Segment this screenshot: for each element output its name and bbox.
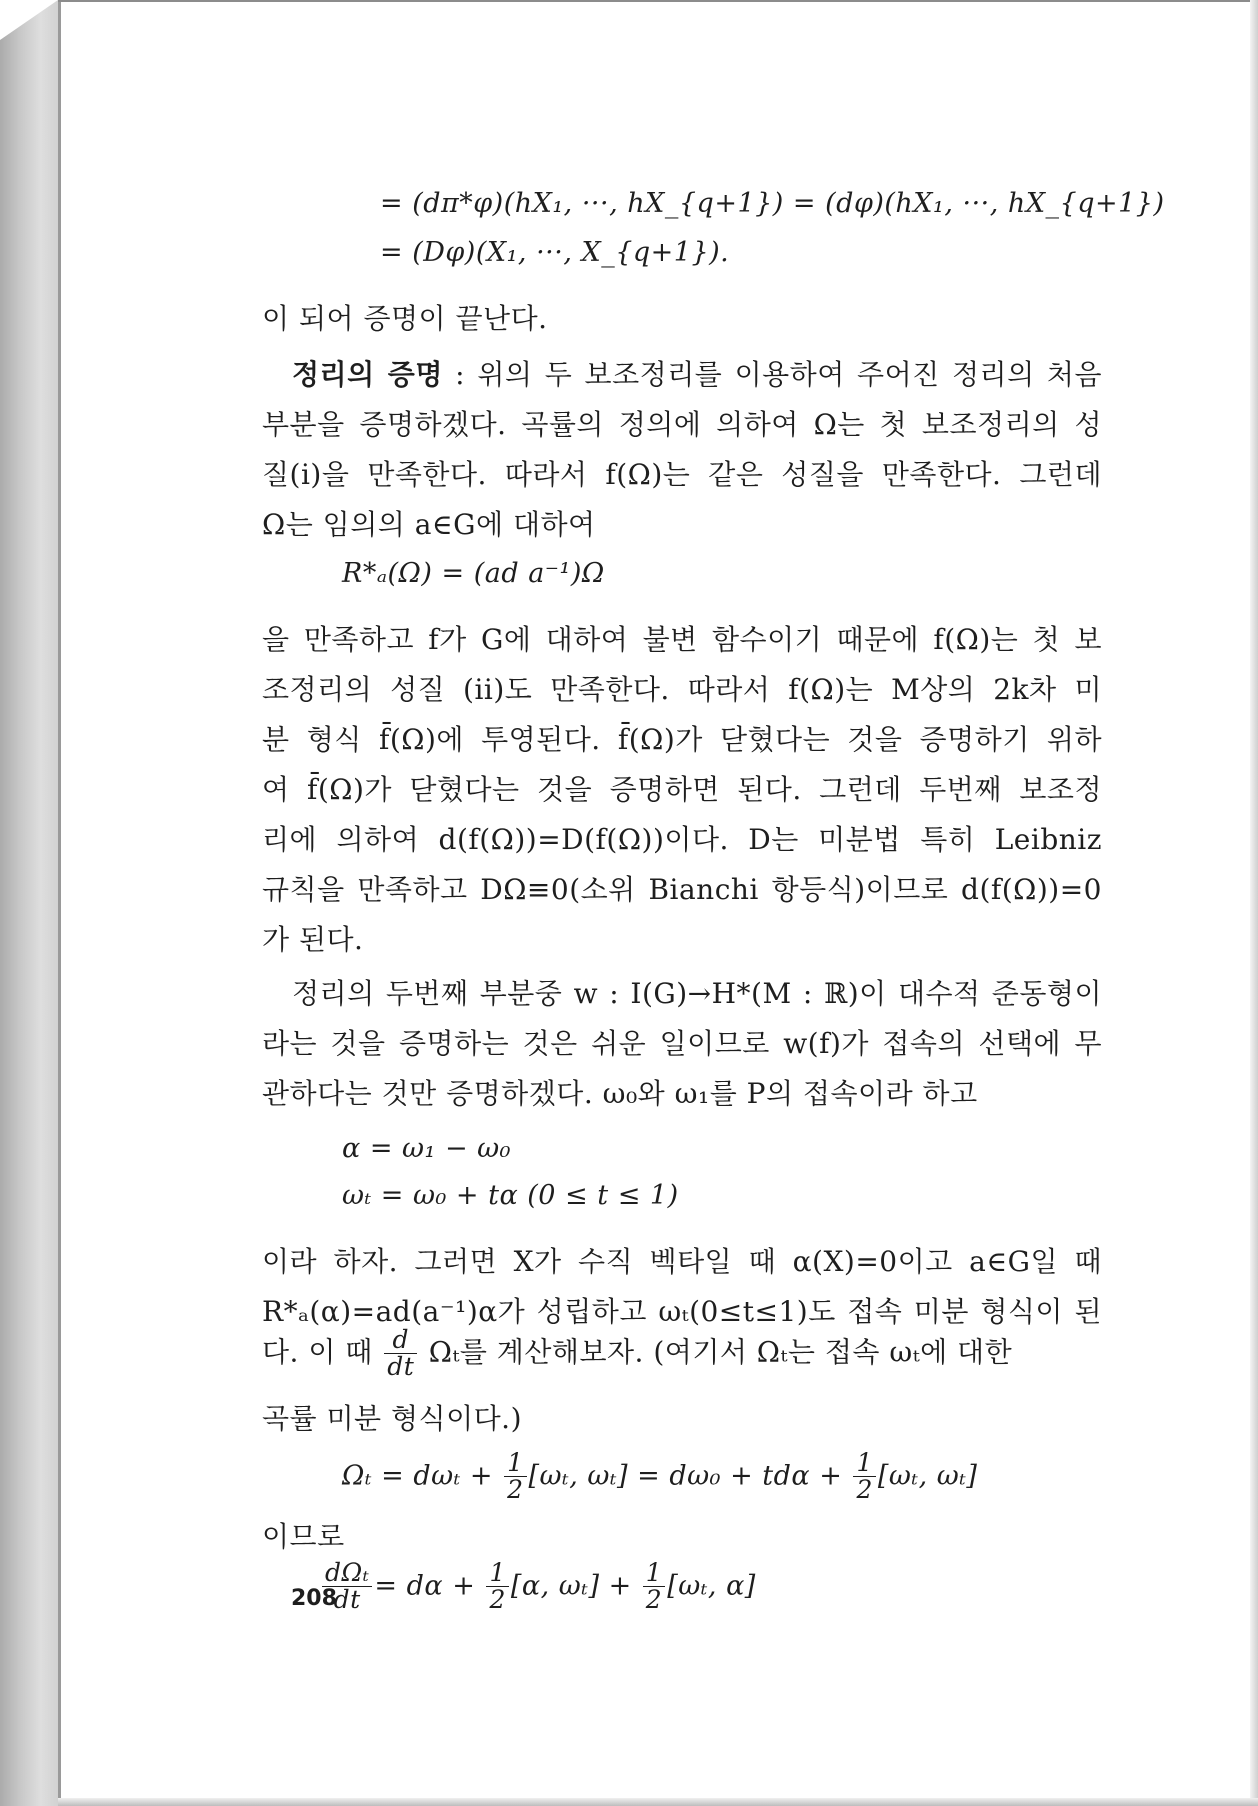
text-line-6: 을 만족하고 f가 G에 대하여 불변 함수이기 때문에 f(Ω)는 첫 보 — [262, 623, 1102, 656]
half-denominator: 2 — [856, 1475, 873, 1505]
text-line-18-pre: 다. 이 때 — [262, 1335, 373, 1369]
text-line-1: 이 되어 증명이 끝난다. — [262, 302, 548, 335]
fraction-dt-denominator: dt — [387, 1352, 415, 1382]
text-line-12: 가 된다. — [262, 923, 364, 956]
text-line-7: 조정리의 성질 (ii)도 만족한다. 따라서 f(Ω)는 M상의 2k차 미 — [262, 673, 1102, 706]
half-numerator: 1 — [643, 1560, 665, 1587]
fraction-half-1 — [504, 1450, 526, 1504]
page-right-edge — [1250, 0, 1258, 1806]
equation-alpha: α = ω₁ − ω₀ — [342, 1133, 511, 1164]
half-numerator: 1 — [853, 1450, 875, 1477]
text-line-3: 부분을 증명하겠다. 곡률의 정의에 의하여 Ω는 첫 보조정리의 성 — [262, 408, 1102, 441]
text-line-15: 관하다는 것만 증명하겠다. ω₀와 ω₁를 P의 접속이라 하고 — [262, 1077, 978, 1110]
equation-curvature — [342, 1450, 977, 1504]
equation-line-1: = (dπ*φ)(hX₁, ···, hX_{q+1}) = (dφ)(hX₁, ···, hX_{q+1}) — [380, 188, 1165, 219]
fraction-half-4 — [643, 1560, 665, 1614]
fraction-d-numerator: d — [384, 1327, 417, 1354]
curvature-mid: [ωₜ, ωₜ] = dω₀ + tdα + — [528, 1460, 843, 1492]
fraction-d-dt — [384, 1327, 417, 1381]
text-line-17: R*ₐ(α)=ad(a⁻¹)α가 성립하고 ωₜ(0≤t≤1)도 접속 미분 형식이 된 — [262, 1295, 1102, 1328]
text-line-4: 질(i)을 만족한다. 따라서 f(Ω)는 같은 성질을 만족한다. 그런데 — [262, 458, 1102, 491]
half-numerator: 1 — [486, 1560, 508, 1587]
equation-omega-t: ωₜ = ω₀ + tα (0 ≤ t ≤ 1) — [342, 1180, 679, 1211]
text-line-10: 리에 의하여 d(f(Ω))=D(f(Ω))이다. D는 미분법 특히 Leibniz — [262, 823, 1102, 856]
page-number: 208 — [291, 1586, 337, 1611]
dOmega-numerator: dΩₜ — [322, 1560, 372, 1587]
proof-heading: 정리의 증명 — [292, 358, 443, 391]
text-line-8: 분 형식 f̄(Ω)에 투영된다. f̄(Ω)가 닫혔다는 것을 증명하기 위하 — [262, 723, 1102, 756]
page-content — [262, 0, 1165, 1806]
curvature-end: [ωₜ, ωₜ] — [877, 1460, 978, 1492]
half-denominator: 2 — [507, 1475, 524, 1505]
text-line-19: 곡률 미분 형식이다.) — [262, 1402, 523, 1435]
text-line-11: 규칙을 만족하고 DΩ≡0(소위 Bianchi 항등식)이므로 d(f(Ω))=0 — [262, 873, 1102, 906]
text-line-18-post: Ωₜ를 계산해보자. (여기서 Ωₜ는 접속 ωₜ에 대한 — [428, 1335, 1013, 1369]
text-line-20: 이므로 — [262, 1520, 345, 1553]
book-spine — [0, 0, 58, 1806]
derivative-mid: [α, ωₜ] + — [510, 1570, 632, 1602]
curvature-lhs: Ωₜ = dωₜ + — [342, 1460, 493, 1492]
text-line-13: 정리의 두번째 부분중 w : I(G)→H*(M : ℝ)이 대수적 준동형이 — [292, 977, 1102, 1010]
text-line-5: Ω는 임의의 a∈G에 대하여 — [262, 508, 596, 541]
derivative-rhs-1: = dα + — [374, 1570, 476, 1602]
half-denominator: 2 — [645, 1585, 663, 1615]
spine-edge — [58, 0, 61, 1806]
fraction-half-3 — [486, 1560, 508, 1614]
half-denominator: 2 — [489, 1585, 506, 1615]
text-line-14: 라는 것을 증명하는 것은 쉬운 일이므로 w(f)가 접속의 선택에 무 — [262, 1027, 1102, 1060]
text-line-9: 여 f̄(Ω)가 닫혔다는 것을 증명하면 된다. 그런데 두번째 보조정 — [262, 773, 1102, 806]
half-numerator: 1 — [504, 1450, 526, 1477]
dt-denominator: dt — [333, 1585, 361, 1615]
equation-derivative — [320, 1560, 756, 1614]
fraction-half-2 — [853, 1450, 875, 1504]
equation-line-2: = (Dφ)(X₁, ···, X_{q+1}). — [380, 237, 730, 268]
derivative-end: [ωₜ, α] — [667, 1570, 756, 1602]
text-line-2-rest: : 위의 두 보조정리를 이용하여 주어진 정리의 처음 — [442, 358, 1102, 391]
text-line-18 — [262, 1327, 1012, 1381]
text-line-16: 이라 하자. 그러면 X가 수직 벡타일 때 α(X)=0이고 a∈G일 때 — [262, 1245, 1102, 1278]
text-line-2 — [262, 353, 1102, 393]
equation-ad: R*ₐ(Ω) = (ad a⁻¹)Ω — [342, 558, 605, 589]
